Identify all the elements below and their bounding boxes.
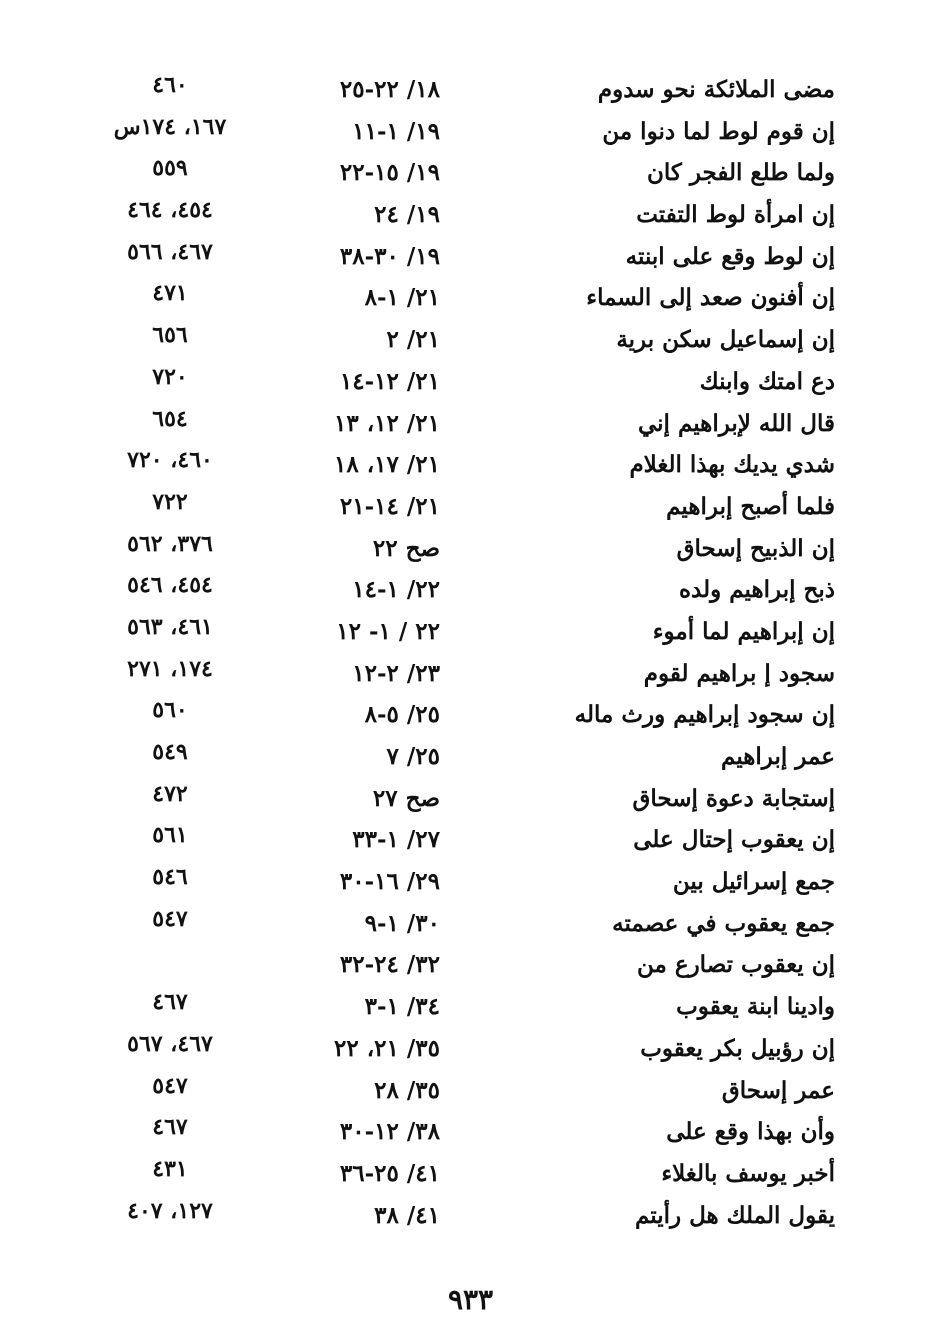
index-phrase: إن يعقوب تصارع من: [637, 951, 835, 979]
index-reference: ٢١/ ١٢، ١٣: [333, 409, 440, 437]
index-phrase: إن أفنون صعد إلى السماء: [586, 284, 835, 312]
index-phrase: إن قوم لوط لما دنوا من: [602, 117, 835, 145]
index-reference: ٢١/ ١٧، ١٨: [333, 451, 440, 479]
index-phrase: ولما طلع الفجر كان: [646, 159, 835, 187]
index-row: [95, 1156, 835, 1198]
index-page-numbers: ٦٥٦: [152, 322, 188, 349]
index-row: [95, 781, 835, 823]
index-reference: ٢٥/ ٥-٨: [364, 701, 440, 729]
index-reference: ٣٨/ ١٢-٣٠: [339, 1118, 440, 1146]
index-phrase: قال الله لإبراهيم إني: [637, 409, 835, 437]
index-row: [95, 280, 835, 322]
index-reference: ٤١/ ٢٥-٣٦: [339, 1159, 440, 1187]
index-row: [95, 322, 835, 364]
index-reference: ٣٥/ ٢٨: [374, 1076, 440, 1104]
index-reference: ٢١/ ١٢-١٤: [339, 367, 440, 395]
index-reference: ١٩/ ١٥-٢٢: [339, 159, 440, 187]
index-reference: ٢٩/ ١٦-٣٠: [339, 868, 440, 896]
index-page-numbers: ٥٤٧: [152, 905, 188, 932]
index-row: [95, 531, 835, 573]
index-row: [95, 864, 835, 906]
index-page-numbers: ٥٤٧: [152, 1072, 188, 1099]
index-page-numbers: ٤٧١: [152, 280, 188, 307]
index-phrase: إن رؤبيل بكر يعقوب: [640, 1034, 835, 1062]
index-row: [95, 72, 835, 114]
index-phrase: عمر إسحاق: [721, 1076, 835, 1104]
index-phrase: جمع إسرائيل بين: [672, 868, 835, 896]
index-phrase: أخبر يوسف بالغلاء: [661, 1159, 835, 1187]
index-row: [95, 989, 835, 1031]
index-reference: ١٩/ ١-١١: [352, 117, 440, 145]
index-phrase: فلما أصبح إبراهيم: [666, 492, 835, 520]
index-phrase: إستجابة دعوة إسحاق: [632, 784, 835, 812]
index-page-numbers: ٤٦٧، ٥٦٧: [127, 1030, 213, 1057]
index-table: [95, 72, 835, 1239]
index-page-numbers: ٣٧٦، ٥٦٢: [127, 530, 213, 557]
index-reference: ٢١/ ١-٨: [364, 284, 440, 312]
index-reference: ٢٢/ ١-١٤: [352, 576, 440, 604]
index-phrase: إن إسماعيل سكن برية: [616, 326, 835, 354]
index-row: [95, 155, 835, 197]
index-page-numbers: ٤٦٧: [152, 1114, 188, 1141]
index-row: [95, 1073, 835, 1115]
index-reference: ٣٥/ ٢١، ٢٢: [333, 1034, 440, 1062]
index-phrase: إن امرأة لوط التفتت: [636, 201, 835, 229]
index-phrase: سجود إ براهيم لقوم: [643, 659, 835, 687]
index-reference: صح ٢٧: [372, 784, 440, 812]
index-row: [95, 447, 835, 489]
index-page-numbers: ٤٧٢: [152, 780, 188, 807]
index-row: [95, 1198, 835, 1240]
index-row: [95, 406, 835, 448]
index-reference: ١٩/ ٣٠-٣٨: [339, 242, 440, 270]
index-reference: ٢٣/ ٢-١٢: [352, 659, 440, 687]
index-page-numbers: ٥٤٦: [152, 864, 188, 891]
index-page-numbers: ٧٢٢: [152, 488, 188, 515]
index-page-numbers: ٤٦٠، ٧٢٠: [127, 447, 213, 474]
index-phrase: دع امتك وابنك: [699, 367, 835, 395]
index-phrase: إن الذبيح إسحاق: [676, 534, 835, 562]
index-row: [95, 739, 835, 781]
index-phrase: إن إبراهيم لما أموء: [652, 617, 835, 645]
index-page-numbers: ٥٦٠: [152, 697, 188, 724]
index-page-numbers: ٤٦٧: [152, 989, 188, 1016]
index-row: [95, 697, 835, 739]
index-page-numbers: ١٢٧، ٤٠٧: [127, 1197, 213, 1224]
index-row: [95, 822, 835, 864]
index-page-numbers: ٤٦٠: [152, 72, 188, 98]
index-page-numbers: ١٦٧، ١٧٤س: [113, 113, 227, 140]
index-reference: ٢٢ / ١- ١٢: [336, 617, 440, 645]
index-phrase: إن سجود إبراهيم ورث ماله: [574, 701, 835, 729]
index-row: [95, 656, 835, 698]
index-reference: ١٨/ ٢٢-٢٥: [339, 76, 440, 103]
index-row: [95, 239, 835, 281]
index-reference: ٣٤/ ١-٣: [364, 993, 440, 1021]
index-phrase: وادينا ابنة يعقوب: [676, 993, 835, 1021]
index-phrase: إن يعقوب إحتال على: [633, 826, 835, 854]
index-page-numbers: ٤٦٧، ٥٦٦: [127, 238, 213, 265]
index-phrase: ذبح إبراهيم ولده: [679, 576, 835, 604]
index-phrase: جمع يعقوب في عصمته: [612, 909, 835, 937]
index-page-numbers: ٦٥٤: [152, 405, 188, 432]
index-row: [95, 489, 835, 531]
index-row: [95, 1114, 835, 1156]
index-page-numbers: ٥٤٩: [152, 739, 188, 765]
index-row: [95, 906, 835, 948]
index-page-numbers: ٤٦١، ٥٦٣: [127, 613, 213, 640]
page-number: ٩٣٣: [447, 1283, 494, 1316]
index-phrase: مضى الملائكة نحو سدوم: [597, 76, 835, 103]
index-row: [95, 572, 835, 614]
index-page-numbers: ١٧٤، ٢٧١: [127, 655, 213, 682]
index-row: [95, 1031, 835, 1073]
index-reference: ٢١/ ٢: [386, 326, 440, 354]
index-reference: ٣٢/ ٢٤-٣٢: [339, 951, 440, 979]
index-reference: ٤١/ ٣٨: [374, 1201, 440, 1229]
index-phrase: إن لوط وقع على ابنته: [625, 242, 835, 270]
index-phrase: شدي يديك بهذا الغلام: [629, 451, 835, 479]
index-phrase: عمر إبراهيم: [721, 743, 835, 770]
index-page-numbers: ٤٥٤، ٥٤٦: [127, 572, 213, 599]
index-page-numbers: ٤٣١: [152, 1155, 188, 1182]
index-row: [95, 197, 835, 239]
index-reference: ٢٧/ ١-٣٣: [352, 826, 440, 854]
index-page-numbers: ٥٥٩: [152, 155, 188, 182]
index-phrase: يقول الملك هل رأيتم: [634, 1201, 835, 1229]
index-page-numbers: ٤٥٤، ٤٦٤: [127, 197, 213, 224]
index-reference: ٣٠/ ١-٩: [364, 909, 440, 937]
index-reference: ٢١/ ١٤-٢١: [339, 492, 440, 520]
index-reference: ٢٥/ ٧: [386, 743, 440, 770]
index-page-numbers: ٥٦١: [152, 822, 188, 849]
index-row: [95, 364, 835, 406]
index-reference: ١٩/ ٢٤: [374, 201, 440, 229]
index-reference: صح ٢٢: [372, 534, 440, 562]
index-phrase: وأن بهذا وقع على: [666, 1118, 835, 1146]
index-row: [95, 614, 835, 656]
index-page-numbers: ٧٢٠: [152, 363, 188, 390]
index-row: [95, 114, 835, 156]
index-row: [95, 947, 835, 989]
